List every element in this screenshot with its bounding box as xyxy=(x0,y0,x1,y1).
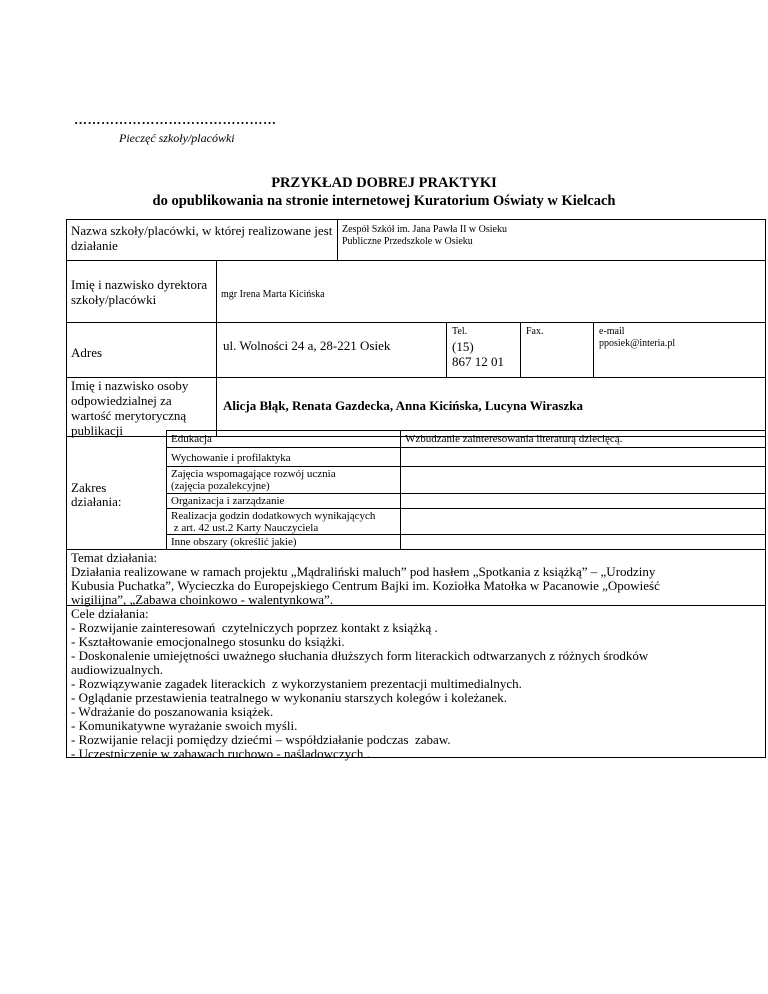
goal-item: - Wdrażanie do poszanowania książek. xyxy=(71,704,274,719)
goal-item: - Komunikatywne wyrażanie swoich myśli. xyxy=(71,718,298,733)
school-name-value-cell xyxy=(337,219,766,261)
address-label: Adres xyxy=(71,345,103,360)
page-subtitle: do opublikowania na stronie internetowej Kuratorium Oświaty w Kielcach xyxy=(152,193,616,209)
scope-row-education-area xyxy=(166,430,401,448)
school-name-label-cell xyxy=(66,219,338,261)
scope-label-line1: Zakres xyxy=(71,480,107,495)
topic-section xyxy=(66,549,766,606)
scope-area-text: Wychowanie i profilaktyka xyxy=(171,452,291,464)
topic-label: Temat działania: xyxy=(71,550,158,565)
scope-row-education-value xyxy=(400,430,766,448)
address-value-cell xyxy=(216,322,447,378)
email-cell xyxy=(593,322,766,378)
scope-value-text: Wzbudzanie zainteresowania literaturą dziecięcą. xyxy=(405,433,623,445)
goal-item: - Rozwiązywanie zagadek literackich z wykorzystaniem prezentacji multimedialnych. xyxy=(71,676,522,691)
scope-area-text: Zajęcia wspomagające rozwój ucznia xyxy=(171,468,336,480)
responsible-value: Alicja Błąk, Renata Gazdecka, Anna Kicińska, Lucyna Wiraszka xyxy=(223,398,583,413)
goal-item: - Rozwijanie zainteresowań czytelniczych poprzez kontakt z książką . xyxy=(71,620,438,635)
director-value: mgr Irena Marta Kicińska xyxy=(221,289,325,300)
school-name-label: Nazwa szkoły/placówki, w której realizowane jest działanie xyxy=(71,223,333,253)
scope-area-text: Realizacja godzin dodatkowych wynikających xyxy=(171,510,376,522)
scope-row-upbringing-area xyxy=(166,447,401,467)
scope-area-text: Edukacja xyxy=(171,433,212,445)
scope-row-organization-area xyxy=(166,493,401,509)
scope-row-additional-hours-area xyxy=(166,508,401,535)
director-label: Imię i nazwisko dyrektora szkoły/placówki xyxy=(71,277,208,307)
director-value-cell xyxy=(216,260,766,323)
topic-line: wigilijna”, „Zabawa choinkowo - walentynkowa”. xyxy=(71,592,334,607)
scope-label-cell xyxy=(66,430,167,550)
scope-row-organization-value xyxy=(400,493,766,509)
goal-item: - Kształtowanie emocjonalnego stosunku do książki. xyxy=(71,634,345,649)
goal-item: - Uczestniczenie w zabawach ruchowo - naśladowczych . xyxy=(71,746,370,761)
goal-item: - Rozwijanie relacji pomiędzy dziećmi – współdziałanie podczas zabaw. xyxy=(71,732,451,747)
scope-area-text: (zajęcia pozalekcyjne) xyxy=(171,480,270,492)
scope-row-extracurricular-value xyxy=(400,466,766,494)
scope-area-text: Inne obszary (określić jakie) xyxy=(171,536,297,548)
goal-item: - Doskonalenie umiejętności uważnego słuchania dłuższych form literackich odtwarzanych z różnych środków xyxy=(71,648,649,663)
goal-item: - Oglądanie przestawienia teatralnego w wykonaniu starszych kolegów i koleżanek. xyxy=(71,690,508,705)
tel-label: Tel. xyxy=(452,326,468,337)
scope-row-other-area xyxy=(166,534,401,550)
scope-area-text: z art. 42 ust.2 Karty Nauczyciela xyxy=(171,522,319,534)
responsible-label-cell xyxy=(66,377,217,437)
email-label: e-mail xyxy=(599,326,625,337)
goals-label: Cele działania: xyxy=(71,606,149,621)
goals-section xyxy=(66,605,766,761)
scope-row-additional-hours-value xyxy=(400,508,766,535)
goal-item: audiowizualnych. xyxy=(71,662,164,677)
address-value: ul. Wolności 24 a, 28-221 Osiek xyxy=(223,338,391,353)
scope-area-text: Organizacja i zarządzanie xyxy=(171,495,285,507)
responsible-value-cell xyxy=(216,377,766,437)
topic-line: Działania realizowane w ramach projektu „Mądraliński maluch” pod hasłem „Spotkania z książką” – „Urodziny xyxy=(71,564,656,579)
tel-value-line2: 867 12 01 xyxy=(452,354,504,369)
scope-row-extracurricular-area xyxy=(166,466,401,494)
responsible-label: Imię i nazwisko osoby odpowiedzialnej za wartość merytoryczną publikacji xyxy=(71,378,189,438)
fax-cell xyxy=(520,322,594,378)
scope-row-upbringing-value xyxy=(400,447,766,467)
tel-value-line1: (15) xyxy=(452,339,474,354)
page-title: PRZYKŁAD DOBREJ PRAKTYKI xyxy=(271,175,497,191)
scope-label-line2: działania: xyxy=(71,494,122,509)
director-label-cell xyxy=(66,260,217,323)
school-name-line1: Zespół Szkół im. Jana Pawła II w Osieku xyxy=(342,224,507,235)
tel-cell xyxy=(446,322,521,378)
fax-label: Fax. xyxy=(526,326,544,337)
school-name-line2: Publiczne Przedszkole w Osieku xyxy=(342,236,473,247)
address-label-cell xyxy=(66,322,217,378)
scope-row-other-value xyxy=(400,534,766,550)
topic-line: Kubusia Puchatka”, Wycieczka do Europejskiego Centrum Bajki im. Koziołka Matołka w Pacanowie „Opowieść xyxy=(71,578,660,593)
stamp-label: Pieczęć szkoły/placówki xyxy=(119,131,235,145)
stamp-dotted-line: ……………………………………… xyxy=(74,112,277,127)
email-value: pposiek@interia.pl xyxy=(599,338,676,349)
